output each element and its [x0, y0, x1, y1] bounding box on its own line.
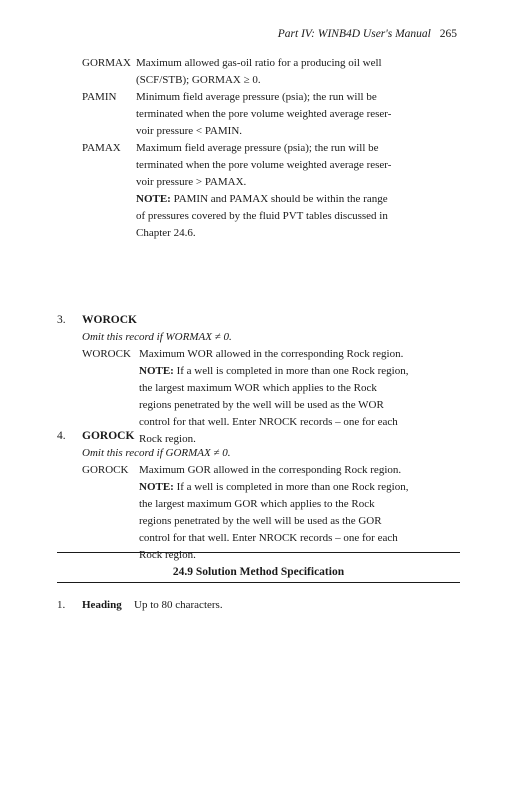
- item-number: 1.: [57, 599, 66, 611]
- definition-description: [136, 89, 460, 140]
- note-text: If a well is completed in more than one Rock region,: [173, 365, 409, 377]
- description-line: Maximum WOR allowed in the corresponding Rock region.: [139, 348, 404, 360]
- item-description: Up to 80 characters.: [134, 599, 223, 611]
- note-text: If a well is completed in more than one Rock region,: [173, 481, 409, 493]
- section-rule-bottom: [57, 582, 460, 583]
- note-label: NOTE:: [136, 193, 171, 205]
- definition-term: PAMAX: [82, 142, 121, 154]
- note-text: PAMIN and PAMAX should be within the range: [170, 193, 388, 205]
- solution-item: [57, 597, 223, 614]
- solution-section-title: 24.9 Solution Method Specification: [172, 566, 345, 578]
- note-label: NOTE:: [139, 365, 174, 377]
- record-note: [139, 363, 460, 380]
- definition-pamax: [82, 140, 460, 242]
- description-line: terminated when the pore volume weighted average reser-: [136, 108, 392, 120]
- note-line: the largest maximum WOR which applies to the Rock: [139, 382, 377, 394]
- section-heading: [57, 312, 460, 329]
- description-line: terminated when the pore volume weighted average reser-: [136, 159, 392, 171]
- description-line: Maximum allowed gas-oil ratio for a producing oil well: [136, 57, 382, 69]
- section-title: GOROCK: [82, 430, 135, 442]
- running-title: Part IV: WINB4D User's Manual: [277, 28, 431, 40]
- definition-pamin: [82, 89, 460, 140]
- definition-term: GORMAX: [82, 57, 131, 69]
- section-heading: [57, 428, 460, 445]
- section-gorock: [57, 428, 460, 564]
- description-line: Minimum field average pressure (psia); the run will be: [136, 91, 377, 103]
- item-term: Heading: [82, 599, 122, 611]
- note-line: regions penetrated by the well will be used as the WOR: [139, 399, 384, 411]
- section-rule-top: [57, 552, 460, 553]
- omit-condition: Omit this record if GORMAX ≠ 0.: [82, 447, 231, 459]
- section-number: 4.: [57, 430, 66, 442]
- section-title: WOROCK: [82, 314, 137, 326]
- description-line: voir pressure < PAMIN.: [136, 125, 243, 137]
- definitions-list: [82, 55, 460, 242]
- record-term: WOROCK: [82, 348, 131, 360]
- description-line: Maximum field average pressure (psia); the run will be: [136, 142, 379, 154]
- omit-condition: Omit this record if WORMAX ≠ 0.: [82, 331, 232, 343]
- description-line: Maximum GOR allowed in the corresponding Rock region.: [139, 464, 402, 476]
- record-note: [139, 479, 460, 496]
- note-line: regions penetrated by the well will be used as the GOR: [139, 515, 382, 527]
- definition-description: [136, 55, 460, 89]
- description-line: voir pressure > PAMAX.: [136, 176, 247, 188]
- page-header: [0, 26, 457, 43]
- record-description: [139, 462, 460, 564]
- page-number: 265: [439, 28, 457, 40]
- record-term: GOROCK: [82, 464, 129, 476]
- note-line: control for that well. Enter NROCK records – one for each: [139, 532, 398, 544]
- note-line: Rock region.: [139, 433, 196, 445]
- note-line: the largest maximum GOR which applies to the Rock: [139, 498, 375, 510]
- pamax-note: [136, 191, 460, 208]
- note-line: Chapter 24.6.: [136, 227, 196, 239]
- definition-gormax: [82, 55, 460, 89]
- record-entry: [57, 462, 460, 564]
- section-number: 3.: [57, 314, 66, 326]
- definition-term: PAMIN: [82, 91, 117, 103]
- note-line: Rock region.: [139, 549, 196, 561]
- definition-description: [136, 140, 460, 242]
- note-line: control for that well. Enter NROCK records – one for each: [139, 416, 398, 428]
- note-line: of pressures covered by the fluid PVT tables discussed in: [136, 210, 388, 222]
- note-label: NOTE:: [139, 481, 174, 493]
- description-line: (SCF/STB); GORMAX ≥ 0.: [136, 74, 261, 86]
